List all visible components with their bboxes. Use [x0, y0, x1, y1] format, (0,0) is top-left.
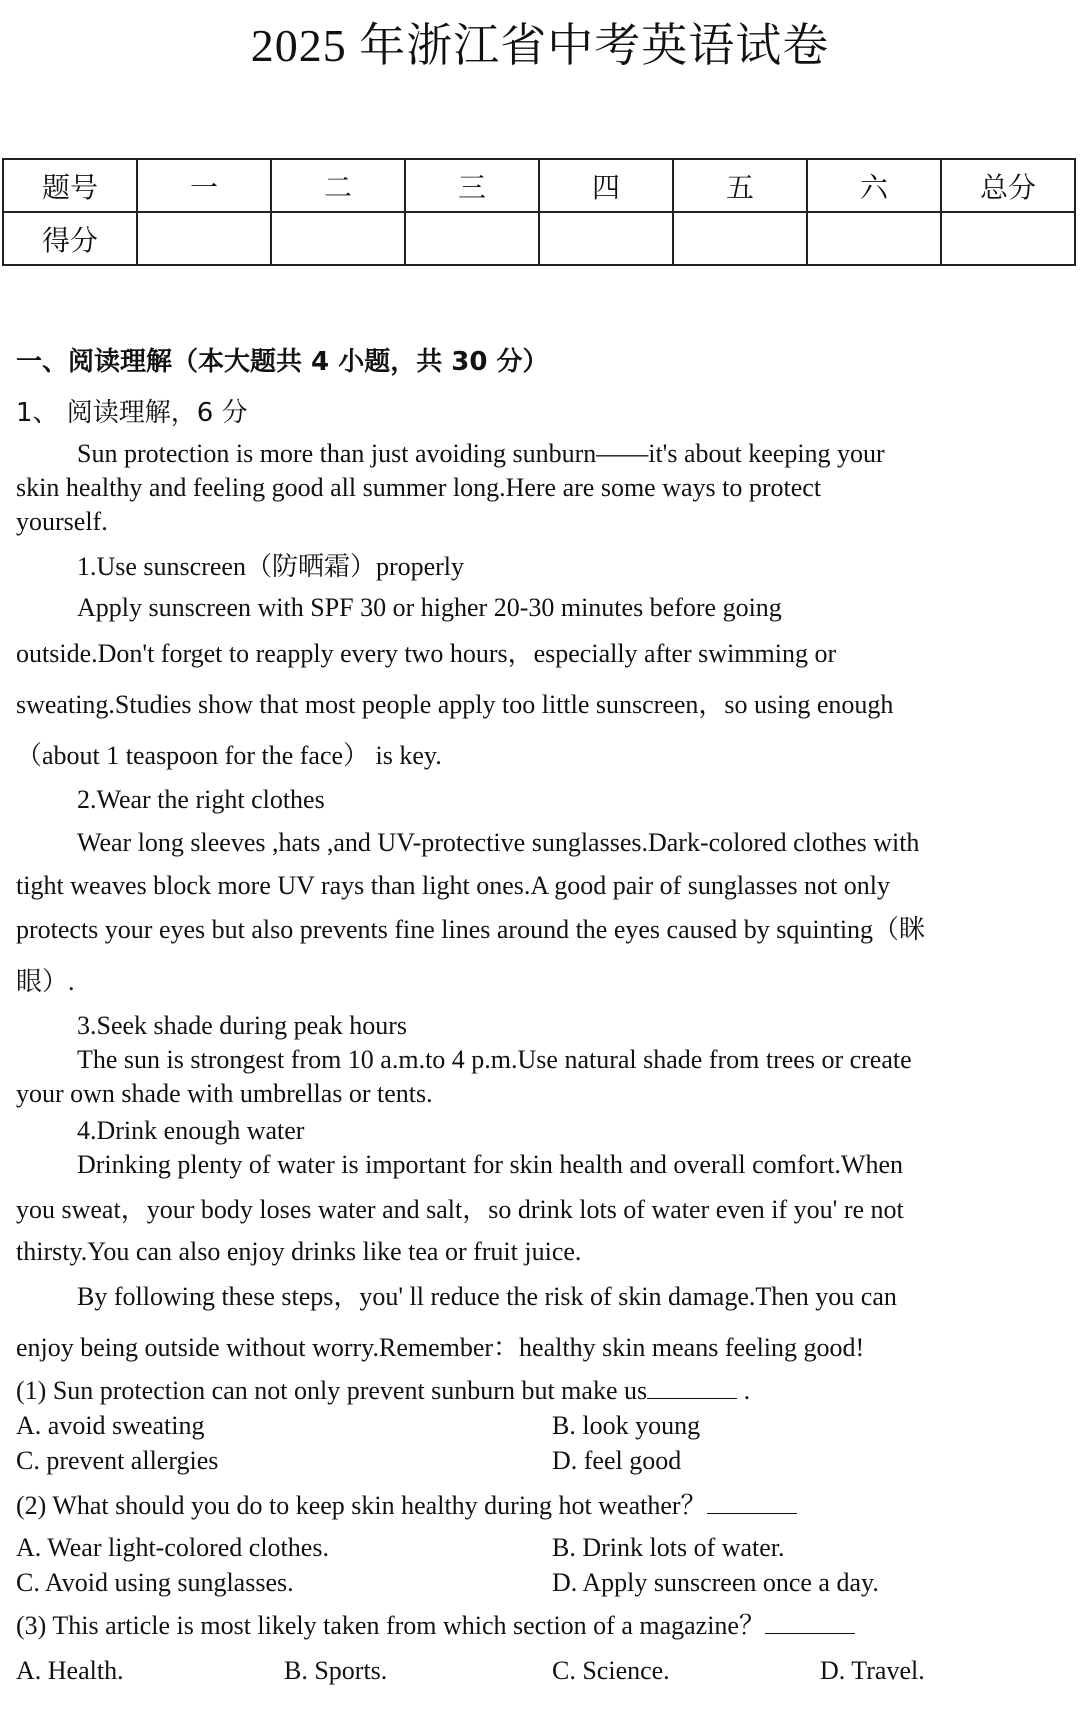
- passage-line: protects your eyes but also prevents fine lines around the eyes caused by squinting（眯: [16, 915, 926, 944]
- passage-line: tight weaves block more UV rays than light ones.A good pair of sunglasses not only: [16, 871, 891, 900]
- passage-line: sweating.Studies show that most people apply too little sunscreen，so using enough: [16, 690, 894, 719]
- passage-line: The sun is strongest from 10 a.m.to 4 p.m.Use natural shade from trees or create: [77, 1045, 912, 1074]
- section-heading: 一、阅读理解（本大题共 4 小题，共 30 分）: [16, 347, 549, 377]
- score-header-cell: 二: [271, 159, 405, 212]
- score-row-label: 得分: [3, 212, 137, 265]
- question-3: [16, 1609, 855, 1643]
- passage-line: you sweat，your body loses water and salt，so drink lots of water even if you' re not: [16, 1195, 904, 1224]
- passage-line: Apply sunscreen with SPF 30 or higher 20-30 minutes before going: [77, 593, 782, 622]
- passage-line: outside.Don't forget to reapply every two hours，especially after swimming or: [16, 639, 837, 668]
- option-b: B. look young: [552, 1411, 701, 1440]
- score-cell: [137, 212, 271, 265]
- option-c: C. prevent allergies: [16, 1446, 219, 1475]
- question-stem: (3) This article is most likely taken from which section of a magazine？: [16, 1611, 765, 1640]
- score-header-cell: 总分: [941, 159, 1075, 212]
- passage-line: Drinking plenty of water is important for skin health and overall comfort.When: [77, 1150, 903, 1179]
- answer-blank[interactable]: [647, 1374, 737, 1399]
- passage-subheading: 1.Use sunscreen（防晒霜）properly: [77, 552, 465, 581]
- passage-line: your own shade with umbrellas or tents.: [16, 1079, 433, 1108]
- passage-line: thirsty.You can also enjoy drinks like tea or fruit juice.: [16, 1237, 582, 1266]
- answer-blank[interactable]: [707, 1489, 797, 1514]
- question-stem-end: .: [737, 1376, 751, 1405]
- option-c: C. Avoid using sunglasses.: [16, 1568, 294, 1597]
- option-d: D. Travel.: [820, 1656, 925, 1685]
- score-header-cell: 三: [405, 159, 539, 212]
- answer-blank[interactable]: [765, 1609, 855, 1634]
- question-2: [16, 1489, 797, 1523]
- score-cell: [807, 212, 941, 265]
- question-1: [16, 1374, 750, 1408]
- score-cell: [405, 212, 539, 265]
- option-d: D. Apply sunscreen once a day.: [552, 1568, 879, 1597]
- question-stem: (1) Sun protection can not only prevent sunburn but make us: [16, 1376, 648, 1405]
- score-table-header-row: [3, 159, 1075, 212]
- passage-subheading: 2.Wear the right clothes: [77, 785, 325, 814]
- passage-line: （about 1 teaspoon for the face） is key.: [16, 741, 442, 770]
- passage-line: Wear long sleeves ,hats ,and UV-protective sunglasses.Dark-colored clothes with: [77, 828, 920, 857]
- passage-subheading: 3.Seek shade during peak hours: [77, 1011, 407, 1040]
- score-cell: [941, 212, 1075, 265]
- score-header-cell: 题号: [3, 159, 137, 212]
- passage-line: Sun protection is more than just avoiding sunburn——it's about keeping your: [77, 439, 885, 468]
- score-header-cell: 六: [807, 159, 941, 212]
- score-header-cell: 五: [673, 159, 807, 212]
- option-b: B. Sports.: [284, 1656, 388, 1685]
- option-c: C. Science.: [552, 1656, 670, 1685]
- question-label: 1、 阅读理解，6 分: [16, 398, 248, 428]
- score-cell: [271, 212, 405, 265]
- option-a: A. Wear light-colored clothes.: [16, 1533, 329, 1562]
- score-table: [2, 158, 1076, 266]
- option-a: A. avoid sweating: [16, 1411, 205, 1440]
- option-d: D. feel good: [552, 1446, 682, 1475]
- score-cell: [673, 212, 807, 265]
- passage-line: yourself.: [16, 507, 108, 536]
- score-cell: [539, 212, 673, 265]
- score-header-cell: 四: [539, 159, 673, 212]
- exam-title: 2025 年浙江省中考英语试卷: [250, 20, 830, 71]
- passage-line: 眼）.: [16, 967, 75, 996]
- passage-line: By following these steps，you' ll reduce the risk of skin damage.Then you can: [77, 1282, 897, 1311]
- question-stem: (2) What should you do to keep skin healthy during hot weather？: [16, 1491, 707, 1520]
- passage-line: skin healthy and feeling good all summer long.Here are some ways to protect: [16, 473, 822, 502]
- score-header-cell: 一: [137, 159, 271, 212]
- passage-subheading: 4.Drink enough water: [77, 1116, 305, 1145]
- option-a: A. Health.: [16, 1656, 124, 1685]
- passage-line: enjoy being outside without worry.Remember：healthy skin means feeling good!: [16, 1333, 865, 1362]
- score-table-score-row: [3, 212, 1075, 265]
- option-b: B. Drink lots of water.: [552, 1533, 785, 1562]
